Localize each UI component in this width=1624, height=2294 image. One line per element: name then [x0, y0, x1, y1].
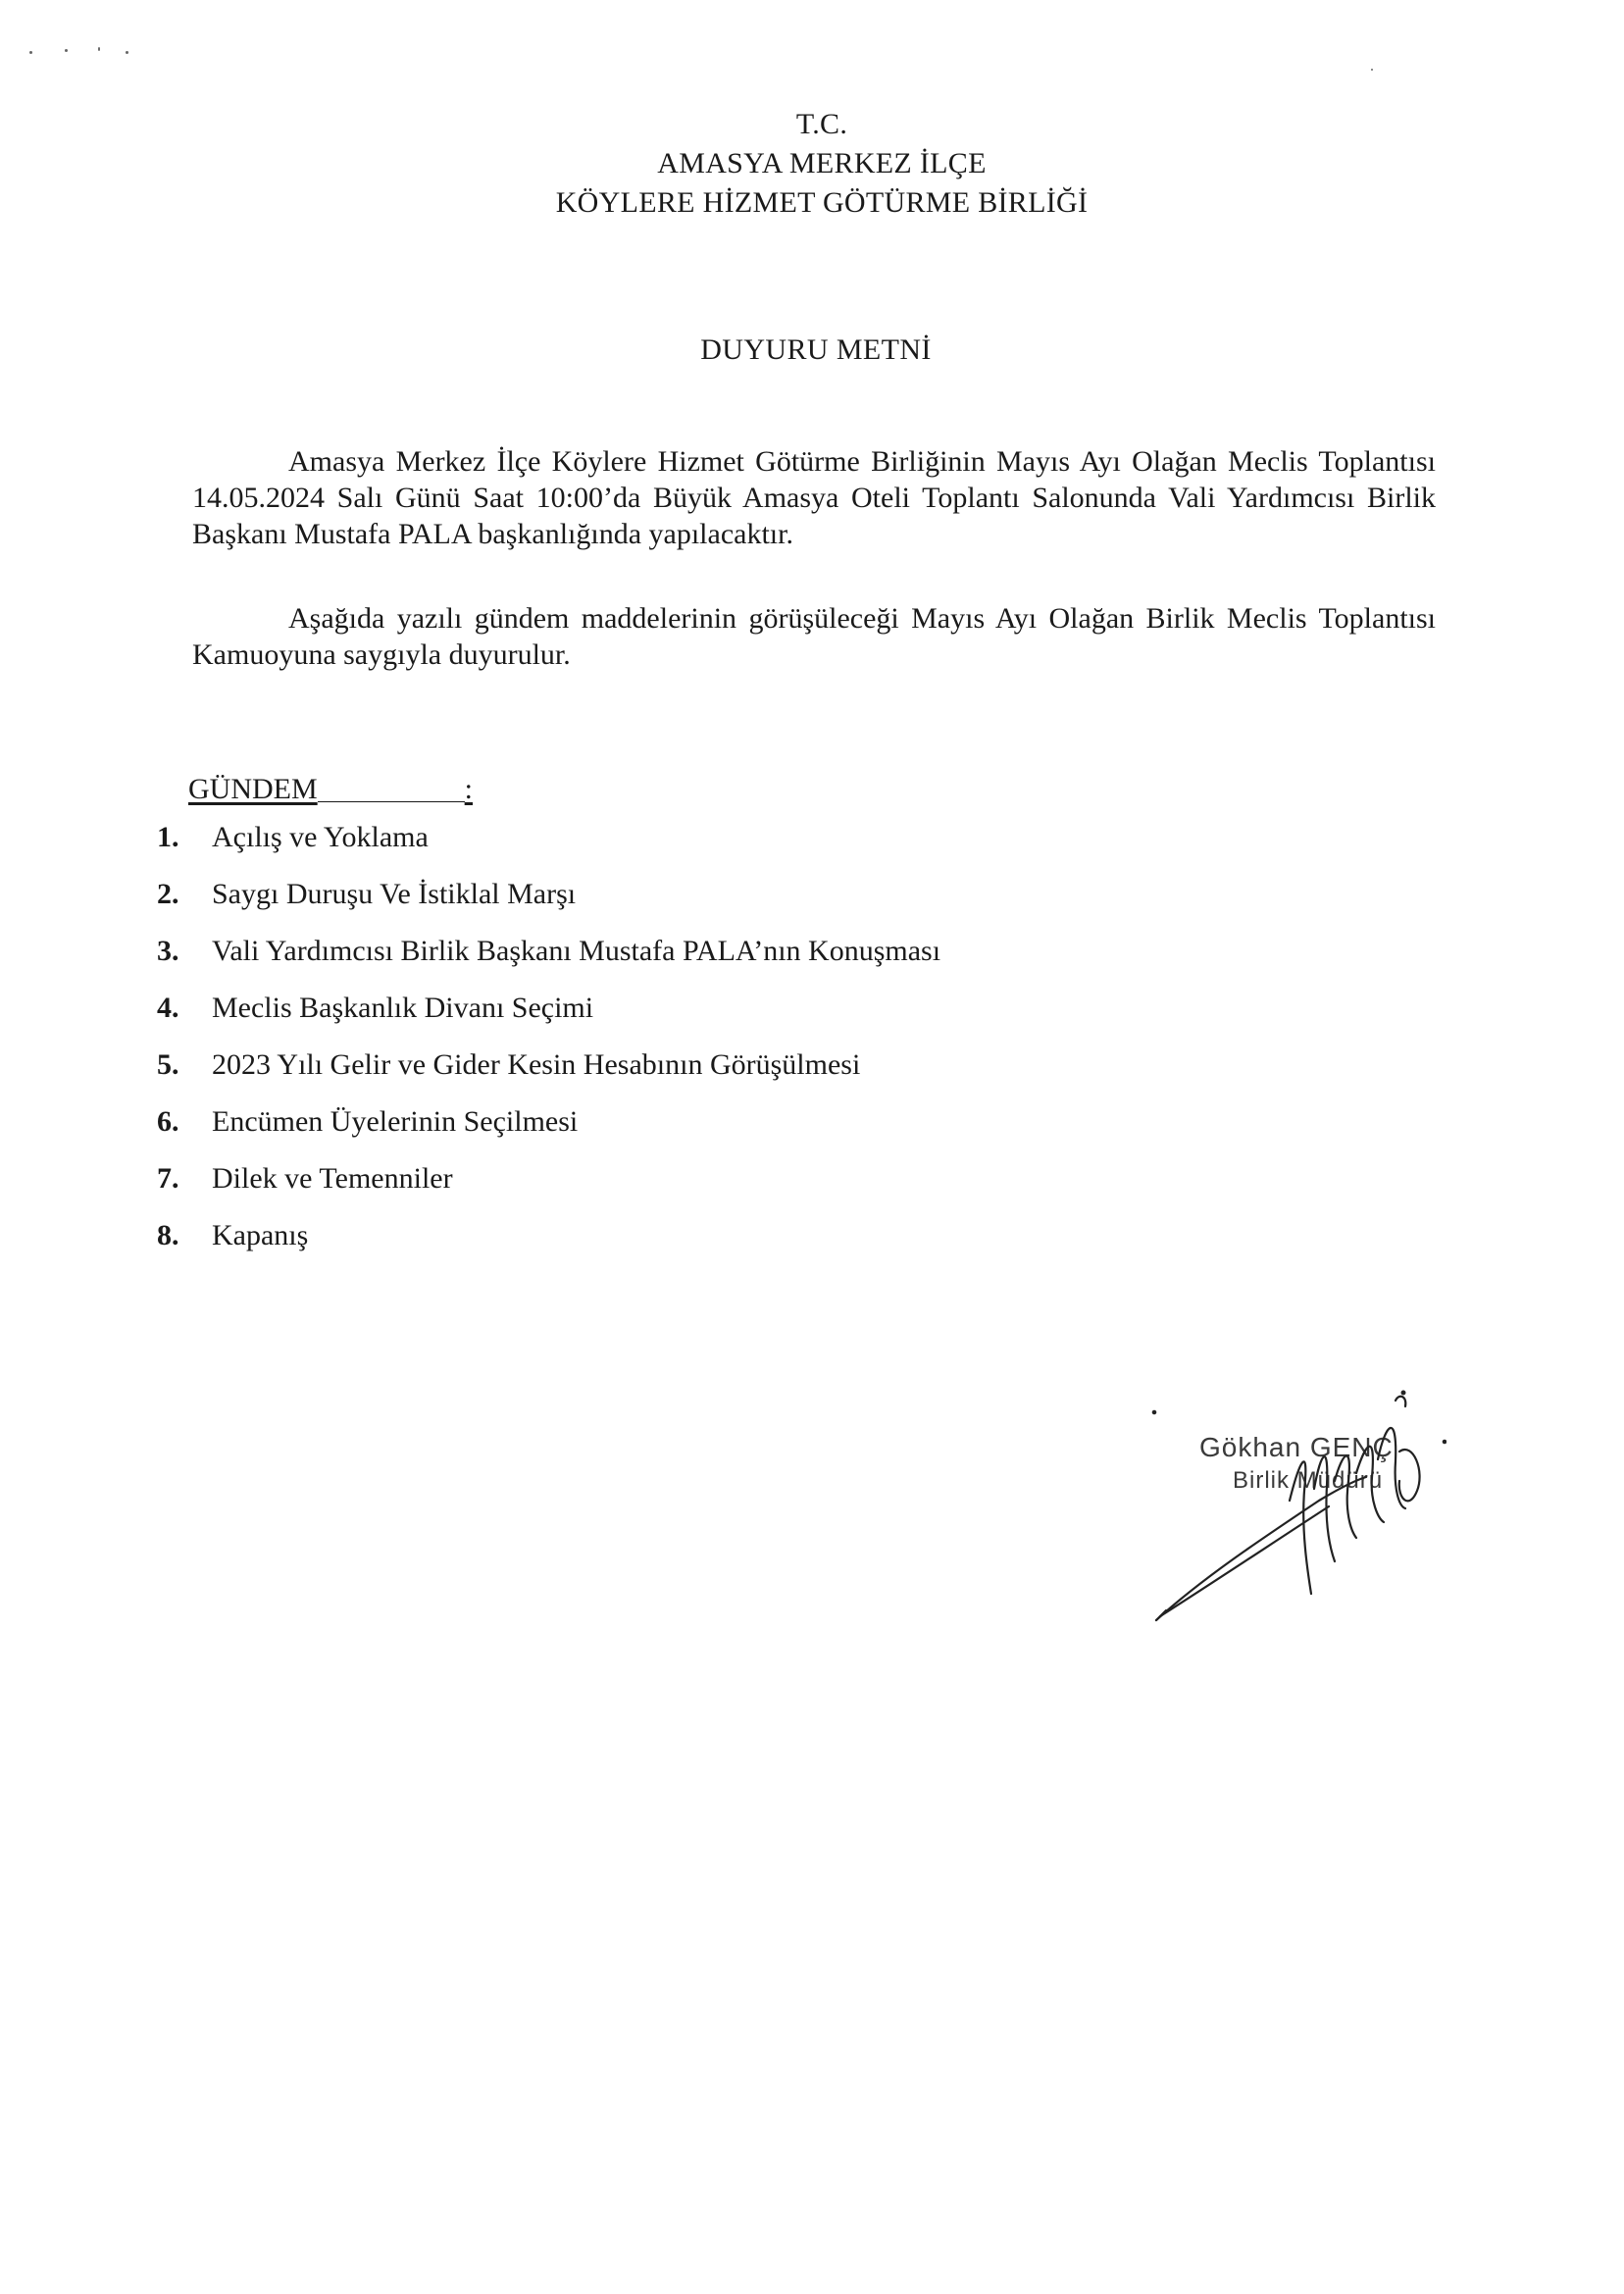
agenda-item — [157, 989, 940, 1045]
header-district: AMASYA MERKEZ İLÇE — [657, 147, 987, 179]
announcement-paragraph: Amasya Merkez İlçe Köylere Hizmet Götürme Birliğinin Mayıs Ayı Olağan Meclis Toplantısı 14.05.2024 Salı Günü Saat 10:00’da Büyük Amasya Oteli Toplantı Salonunda Vali Yardımcısı Birlik Başkanı Mustafa PALA başkanlığında yapılacaktır. — [192, 445, 1436, 550]
agenda-item-number: 5. — [157, 1048, 179, 1081]
announcement-paragraph: Aşağıda yazılı gündem maddelerinin görüşüleceği Mayıs Ayı Olağan Birlik Meclis Toplantısı Kamuoyuna saygıyla duyurulur. — [192, 602, 1436, 671]
stamp-title: Birlik Müdürü — [1233, 1467, 1384, 1494]
agenda-item-text: Dilek ve Temenniler — [212, 1162, 453, 1195]
agenda-item-number: 3. — [157, 935, 179, 967]
agenda-item-text: Vali Yardımcısı Birlik Başkanı Mustafa PALA’nın Konuşması — [212, 935, 941, 967]
agenda-item-text: 2023 Yılı Gelir ve Gider Kesin Hesabının Görüşülmesi — [212, 1048, 861, 1081]
stamp-name: Gökhan GENÇ — [1199, 1432, 1394, 1462]
scan-speck — [126, 51, 128, 54]
agenda-item — [157, 875, 940, 932]
agenda-item — [157, 818, 940, 875]
header-organization: KÖYLERE HİZMET GÖTÜRME BİRLİĞİ — [555, 186, 1089, 219]
agenda-item-number: 4. — [157, 992, 179, 1024]
agenda-item — [157, 1102, 940, 1159]
scan-speck — [98, 47, 100, 51]
agenda-item-number: 6. — [157, 1105, 179, 1138]
agenda-heading-label: GÜNDEM — [188, 773, 318, 805]
header-country: T.C. — [795, 108, 848, 140]
agenda-item-text: Meclis Başkanlık Divanı Seçimi — [212, 992, 594, 1024]
agenda-item — [157, 1216, 940, 1273]
agenda-item-text: Encümen Üyelerinin Seçilmesi — [212, 1105, 579, 1138]
agenda-item-text: Açılış ve Yoklama — [212, 821, 429, 853]
agenda-item — [157, 1045, 940, 1102]
agenda-heading — [188, 773, 473, 806]
agenda-list — [157, 818, 940, 1273]
agenda-item-number: 8. — [157, 1219, 179, 1251]
handwritten-signature — [1142, 1383, 1446, 1638]
signature-block — [1142, 1383, 1446, 1638]
agenda-item-text: Saygı Duruşu Ve İstiklal Marşı — [212, 878, 577, 910]
agenda-heading-colon: : — [464, 773, 474, 805]
scan-speck — [1371, 69, 1373, 71]
agenda-item — [157, 1159, 940, 1216]
scan-speck — [65, 49, 68, 52]
scan-speck — [29, 51, 32, 54]
agenda-item-number: 2. — [157, 878, 179, 910]
agenda-item-number: 7. — [157, 1162, 179, 1195]
agenda-item-text: Kapanış — [212, 1219, 309, 1251]
document-title: DUYURU METNİ — [700, 333, 932, 366]
agenda-item-number: 1. — [157, 821, 179, 853]
agenda-item — [157, 932, 940, 989]
agenda-heading-rule — [318, 800, 465, 802]
